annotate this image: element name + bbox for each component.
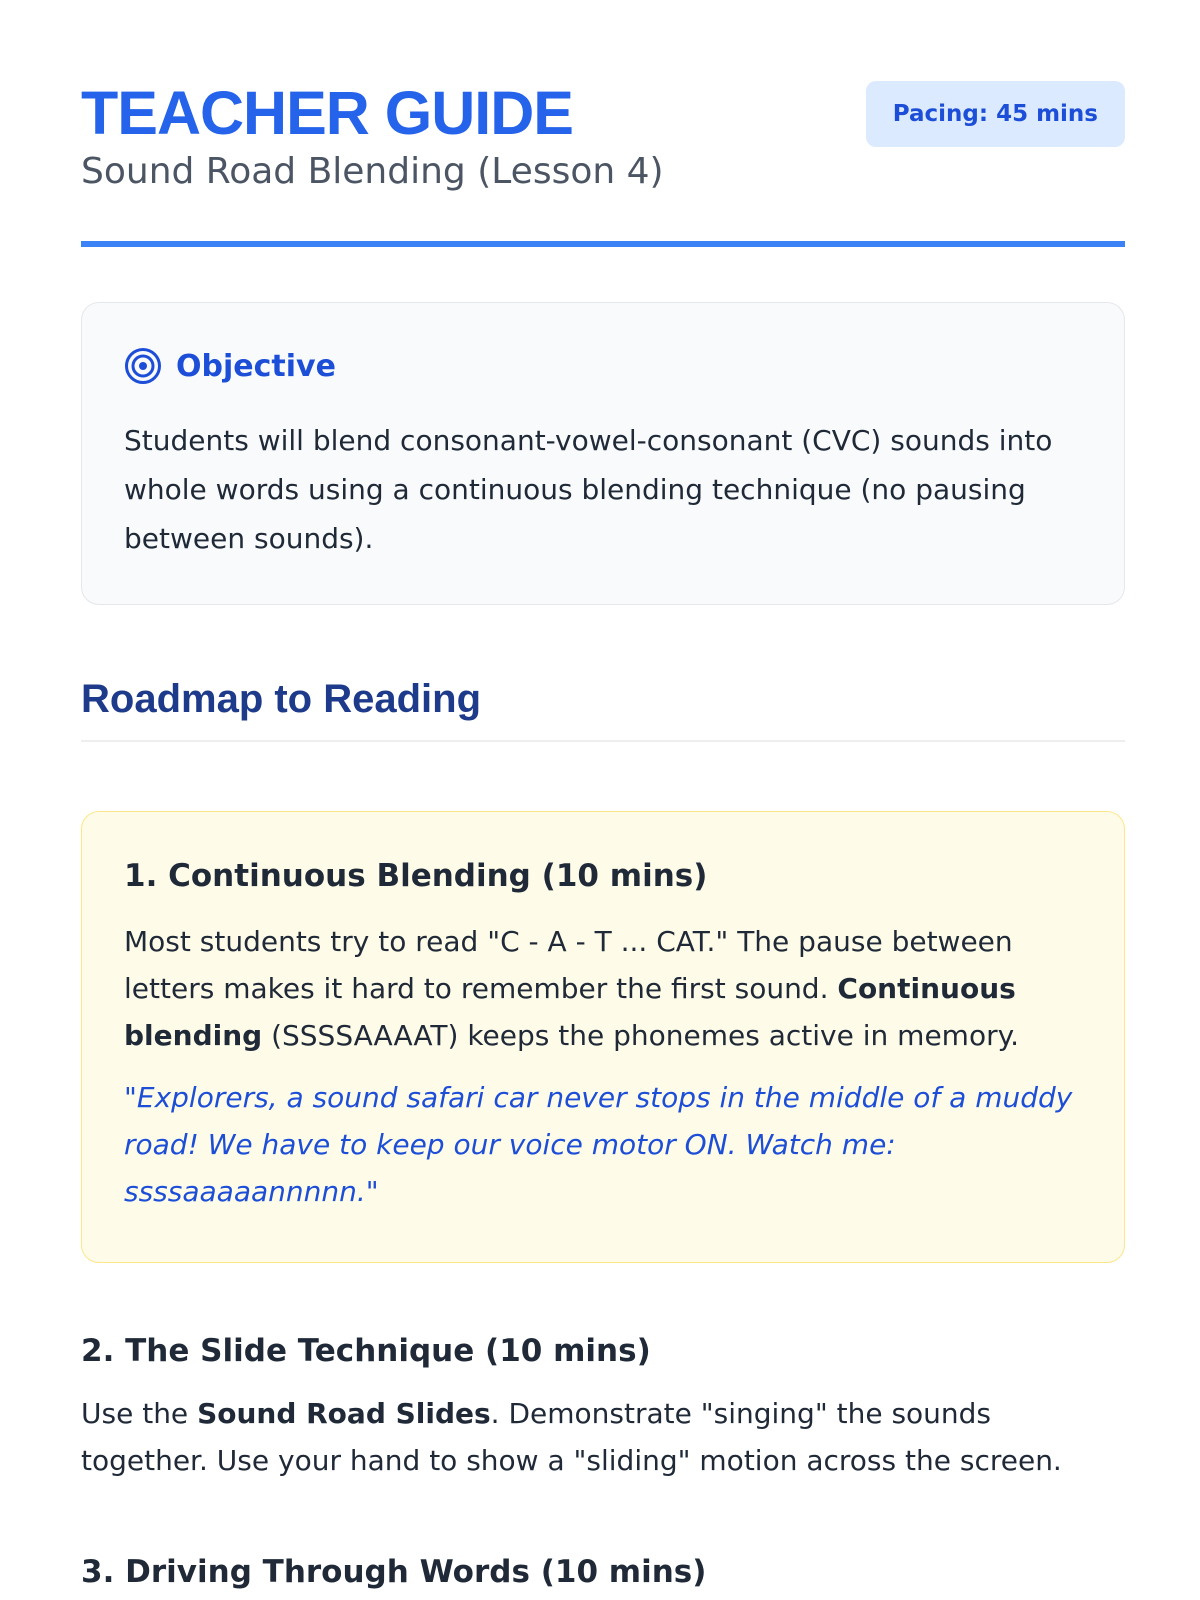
page-header [81, 78, 1125, 248]
page-title: TEACHER GUIDE [81, 79, 573, 147]
step-text-emphasis: Sound Road Slides [197, 1397, 491, 1430]
step-card-continuous-blending [81, 811, 1125, 1263]
step-text-part: . Demonstrate "singing" the sounds together. Use your hand to show a "sliding" motion across the screen. [81, 1397, 1062, 1477]
step-title: 3. Driving Through Words (10 mins) [81, 1554, 707, 1590]
objective-card [81, 302, 1125, 605]
step-text-part: Use the [81, 1397, 198, 1430]
pacing-badge: Pacing: 45 mins [866, 81, 1125, 147]
step-description [124, 918, 1084, 1059]
roadmap-heading: Roadmap to Reading [81, 677, 482, 721]
objective-text: Students will blend consonant-vowel-consonant (CVC) sounds into whole words using a continuous blending technique (no pausing between sounds). [124, 424, 1053, 555]
step-text-emphasis: Continuous blending [124, 972, 1016, 1052]
header-divider [81, 241, 1125, 247]
teacher-script-quote: "Explorers, a sound safari car never stops in the middle of a muddy road! We have to keep our voice motor ON. Watch me: ssssaaaaannnnn." [124, 1081, 1073, 1208]
target-icon [124, 347, 162, 385]
step-text-part: Most students try to read "C - A - T ... CAT." The pause between letters makes it hard to remember the first sound. [124, 925, 1013, 1005]
lesson-subtitle: Sound Road Blending (Lesson 4) [81, 151, 664, 192]
step-description [81, 1390, 1125, 1484]
objective-heading [124, 347, 336, 385]
step-title: 2. The Slide Technique (10 mins) [81, 1333, 651, 1369]
step-title: 1. Continuous Blending (10 mins) [124, 858, 708, 894]
objective-title: Objective [176, 348, 336, 384]
step-text-part: (SSSSAAAAT) keeps the phonemes active in memory. [262, 1019, 1020, 1052]
roadmap-divider [81, 740, 1125, 742]
